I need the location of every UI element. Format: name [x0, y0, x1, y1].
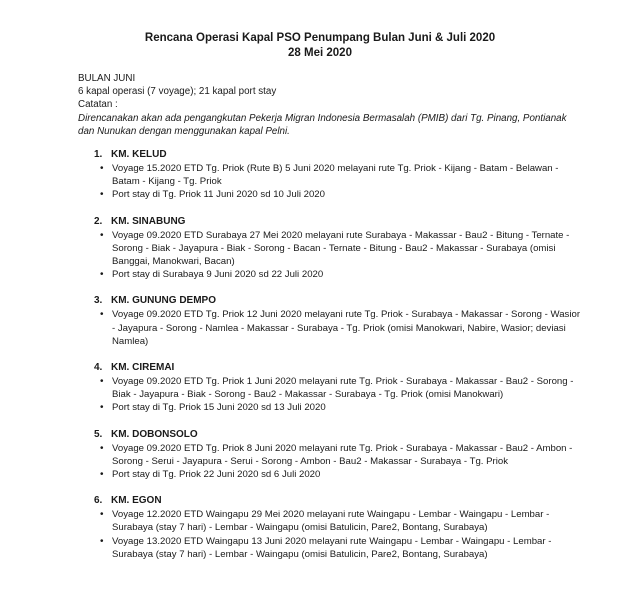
schedule-item: • Port stay di Tg. Priok 22 Juni 2020 sd 6 Juli 2020 — [112, 468, 584, 481]
document-title: Rencana Operasi Kapal PSO Penumpang Bulan Juni & Juli 2020 — [144, 32, 496, 44]
schedule-item: • Voyage 09.2020 ETD Surabaya 27 Mei 2020 melayani rute Surabaya - Makassar - Bau2 - Bitung - Ternate - Sorong - Biak - Jayapura - Biak - Sorong - Bacan - Ternate - Bitung - Bau2 - Makassar - Surabaya (omisi Banggai, Manokwari, Bacan) — [112, 229, 584, 269]
schedule-item: • Port stay di Tg. Priok 15 Juni 2020 sd 13 Juli 2020 — [112, 401, 584, 414]
schedule-item: • Voyage 09.2020 ETD Tg. Priok 1 Juni 2020 melayani rute Tg. Priok - Surabaya - Makassar - Bau2 - Sorong - Biak - Jayapura - Biak - Sorong - Bau2 - Makassar - Surabaya - Tg. Priok (omisi Manokwari) — [112, 375, 584, 401]
ship-name: KM. GUNUNG DEMPO — [111, 295, 216, 307]
ship-schedule-list — [94, 508, 584, 561]
ship-number: 4. — [94, 362, 103, 374]
intro-section — [78, 72, 583, 138]
document-date: 28 Mei 2020 — [288, 47, 352, 59]
ship-section — [94, 361, 584, 415]
ship-number: 3. — [94, 295, 103, 307]
ship-schedule-list — [94, 162, 584, 202]
ship-schedule-list — [94, 308, 584, 348]
ship-number: 2. — [94, 215, 103, 227]
ship-heading — [94, 361, 584, 375]
month-label: BULAN JUNI — [78, 73, 136, 84]
ship-section — [94, 494, 584, 561]
ship-name: KM. DOBONSOLO — [111, 428, 198, 440]
schedule-item: • Voyage 09.2020 ETD Tg. Priok 8 Juni 2020 melayani rute Tg. Priok - Surabaya - Makassar - Bau2 - Ambon - Sorong - Serui - Jayapura - Serui - Sorong - Ambon - Bau2 - Makassar - Surabaya - Tg. Priok — [112, 442, 584, 468]
ship-heading — [94, 494, 584, 508]
ship-name: KM. KELUD — [111, 149, 167, 160]
ship-schedule-list — [94, 229, 584, 282]
ship-heading — [94, 215, 584, 229]
ship-heading — [94, 428, 584, 442]
notes-label: Catatan : — [78, 99, 118, 111]
ship-heading — [94, 148, 584, 162]
ship-section — [94, 148, 584, 202]
ship-name: KM. SINABUNG — [111, 215, 186, 227]
schedule-item: • Port stay di Tg. Priok 11 Juni 2020 sd 10 Juli 2020 — [112, 188, 584, 201]
ship-number: 6. — [94, 495, 103, 507]
schedule-item: • Port stay di Surabaya 9 Juni 2020 sd 22 Juli 2020 — [112, 268, 584, 281]
ship-section — [94, 294, 584, 348]
note-text: Direncanakan akan ada pengangkutan Pekerja Migran Indonesia Bermasalah (PMIB) dari Tg. Pinang, Pontianak dan Nunukan dengan menggunakan kapal Pelni. — [78, 112, 567, 137]
schedule-item: • Voyage 12.2020 ETD Waingapu 29 Mei 2020 melayani rute Waingapu - Lembar - Waingapu - Lembar - Surabaya (stay 7 hari) - Lembar - Waingapu (omisi Batulicin, Pare2, Bontang, Surabaya) — [112, 508, 584, 534]
schedule-item: • Voyage 13.2020 ETD Waingapu 13 Juni 2020 melayani rute Waingapu - Lembar - Waingapu - Lembar - Surabaya (stay 7 hari) - Lembar - Waingapu (omisi Batulicin, Pare2, Bontang, Surabaya) — [112, 535, 584, 561]
ship-name: KM. EGON — [111, 495, 162, 507]
ship-schedule-list — [94, 375, 584, 415]
ship-schedule-list — [94, 442, 584, 482]
ship-number: 1. — [94, 149, 103, 160]
ship-list — [94, 148, 584, 574]
ship-section — [94, 428, 584, 482]
summary-line: 6 kapal operasi (7 voyage); 21 kapal port stay — [78, 86, 277, 98]
ship-number: 5. — [94, 428, 103, 440]
schedule-item: • Voyage 09.2020 ETD Tg. Priok 12 Juni 2020 melayani rute Tg. Priok - Surabaya - Makassar - Sorong - Wasior - Jayapura - Sorong - Namlea - Makassar - Surabaya - Tg. Priok (omisi Manokwari, Nabire, Wasior; deviasi Namlea) — [112, 308, 584, 348]
ship-heading — [94, 294, 584, 308]
ship-section — [94, 215, 584, 282]
schedule-item: • Voyage 15.2020 ETD Tg. Priok (Rute B) 5 Juni 2020 melayani rute Tg. Priok - Kijang - Batam - Belawan - Batam - Kijang - Tg. Priok — [112, 162, 584, 188]
ship-name: KM. CIREMAI — [111, 362, 175, 374]
